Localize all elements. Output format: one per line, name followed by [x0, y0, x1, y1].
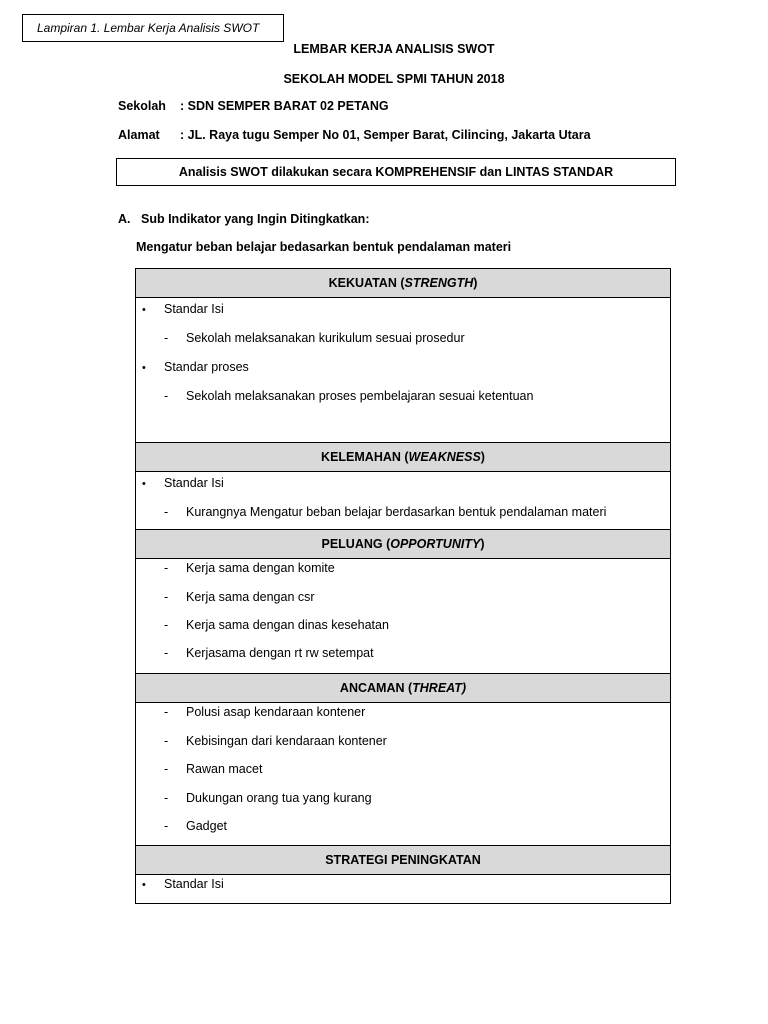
list-item	[164, 734, 387, 748]
strategi-title: STRATEGI PENINGKATAN	[325, 853, 481, 867]
kekuatan-header	[136, 269, 670, 298]
list-item-text: Kebisingan dari kendaraan kontener	[186, 734, 387, 748]
list-item	[164, 561, 335, 575]
list-item	[164, 705, 365, 719]
list-item	[164, 819, 227, 833]
strategi-header	[136, 846, 670, 875]
ancaman-header	[136, 674, 670, 703]
list-item-text: Sekolah melaksanakan proses pembelajaran sesuai ketentuan	[186, 389, 534, 403]
kekuatan-title-close: )	[473, 276, 478, 290]
kekuatan-title-en: STRENGTH	[404, 276, 474, 290]
list-item	[164, 505, 606, 519]
dash-mark: -	[164, 590, 169, 604]
bullet-mark: •	[142, 879, 146, 891]
bullet-mark: •	[142, 362, 146, 374]
list-item	[164, 646, 374, 660]
sekolah-value: : SDN SEMPER BARAT 02 PETANG	[180, 99, 389, 113]
list-item-text: Polusi asap kendaraan kontener	[186, 705, 366, 719]
list-item-text: Kerja sama dengan csr	[186, 590, 315, 604]
sekolah-label: Sekolah	[118, 99, 166, 113]
list-item-text: Dukungan orang tua yang kurang	[186, 791, 372, 805]
list-item-text: Sekolah melaksanakan kurikulum sesuai prosedur	[186, 331, 465, 345]
section-a-title: Sub Indikator yang Ingin Ditingkatkan:	[141, 212, 370, 226]
list-item-text: Kerjasama dengan rt rw setempat	[186, 646, 374, 660]
list-item	[164, 618, 389, 632]
list-item	[164, 389, 533, 403]
kelemahan-title-en: WEAKNESS	[408, 450, 481, 464]
ancaman-body	[136, 703, 670, 846]
analisis-note-box: Analisis SWOT dilakukan secara KOMPREHENSIF dan LINTAS STANDAR	[116, 158, 676, 186]
swot-table	[135, 268, 671, 904]
peluang-title-en: OPPORTUNITY	[390, 537, 481, 551]
document-subtitle: SEKOLAH MODEL SPMI TAHUN 2018	[283, 72, 505, 86]
dash-mark: -	[164, 791, 169, 805]
dash-mark: -	[164, 819, 169, 833]
document-title: LEMBAR KERJA ANALISIS SWOT	[293, 42, 495, 56]
alamat-value: : JL. Raya tugu Semper No 01, Semper Barat, Cilincing, Jakarta Utara	[180, 128, 591, 142]
kekuatan-body	[136, 298, 670, 443]
sekolah-row	[118, 99, 389, 113]
list-item-text: Kerja sama dengan dinas kesehatan	[186, 618, 389, 632]
ancaman-title-en: THREAT)	[412, 681, 467, 695]
alamat-row	[118, 128, 591, 142]
list-item-text: Kurangnya Mengatur beban belajar berdasarkan bentuk pendalaman materi	[186, 505, 607, 519]
list-item	[142, 360, 249, 374]
alamat-label: Alamat	[118, 128, 160, 142]
kelemahan-body	[136, 472, 670, 530]
list-item	[164, 791, 372, 805]
bullet-mark: •	[142, 304, 146, 316]
peluang-header	[136, 530, 670, 559]
list-item-text: Gadget	[186, 819, 228, 833]
list-item	[164, 590, 315, 604]
section-a-heading	[118, 212, 370, 226]
dash-mark: -	[164, 762, 169, 776]
section-a-letter: A.	[118, 212, 131, 226]
dash-mark: -	[164, 618, 169, 632]
bullet-mark: •	[142, 478, 146, 490]
kelemahan-title-close: )	[480, 450, 485, 464]
list-item-text: Standar proses	[164, 360, 249, 374]
kelemahan-header	[136, 443, 670, 472]
list-item-text: Standar Isi	[164, 476, 224, 490]
dash-mark: -	[164, 561, 169, 575]
dash-mark: -	[164, 331, 169, 345]
list-item	[142, 476, 224, 490]
dash-mark: -	[164, 389, 169, 403]
dash-mark: -	[164, 705, 169, 719]
dash-mark: -	[164, 734, 169, 748]
list-item-text: Kerja sama dengan komite	[186, 561, 335, 575]
list-item-text: Rawan macet	[186, 762, 263, 776]
peluang-title-close: )	[480, 537, 485, 551]
list-item	[164, 331, 465, 345]
dash-mark: -	[164, 505, 169, 519]
ancaman-title: ANCAMAN (	[339, 681, 413, 695]
dash-mark: -	[164, 646, 169, 660]
lampiran-label: Lampiran 1. Lembar Kerja Analisis SWOT	[22, 14, 284, 42]
list-item	[142, 302, 224, 316]
list-item-text: Standar Isi	[164, 877, 224, 891]
peluang-title: PELUANG (	[321, 537, 391, 551]
sub-indikator-text: Mengatur beban belajar bedasarkan bentuk pendalaman materi	[136, 240, 512, 254]
list-item	[142, 877, 224, 891]
peluang-body	[136, 559, 670, 674]
strategi-body	[136, 875, 670, 903]
list-item	[164, 762, 262, 776]
list-item-text: Standar Isi	[164, 302, 224, 316]
kekuatan-title: KEKUATAN (	[328, 276, 405, 290]
kelemahan-title: KELEMAHAN (	[321, 450, 409, 464]
